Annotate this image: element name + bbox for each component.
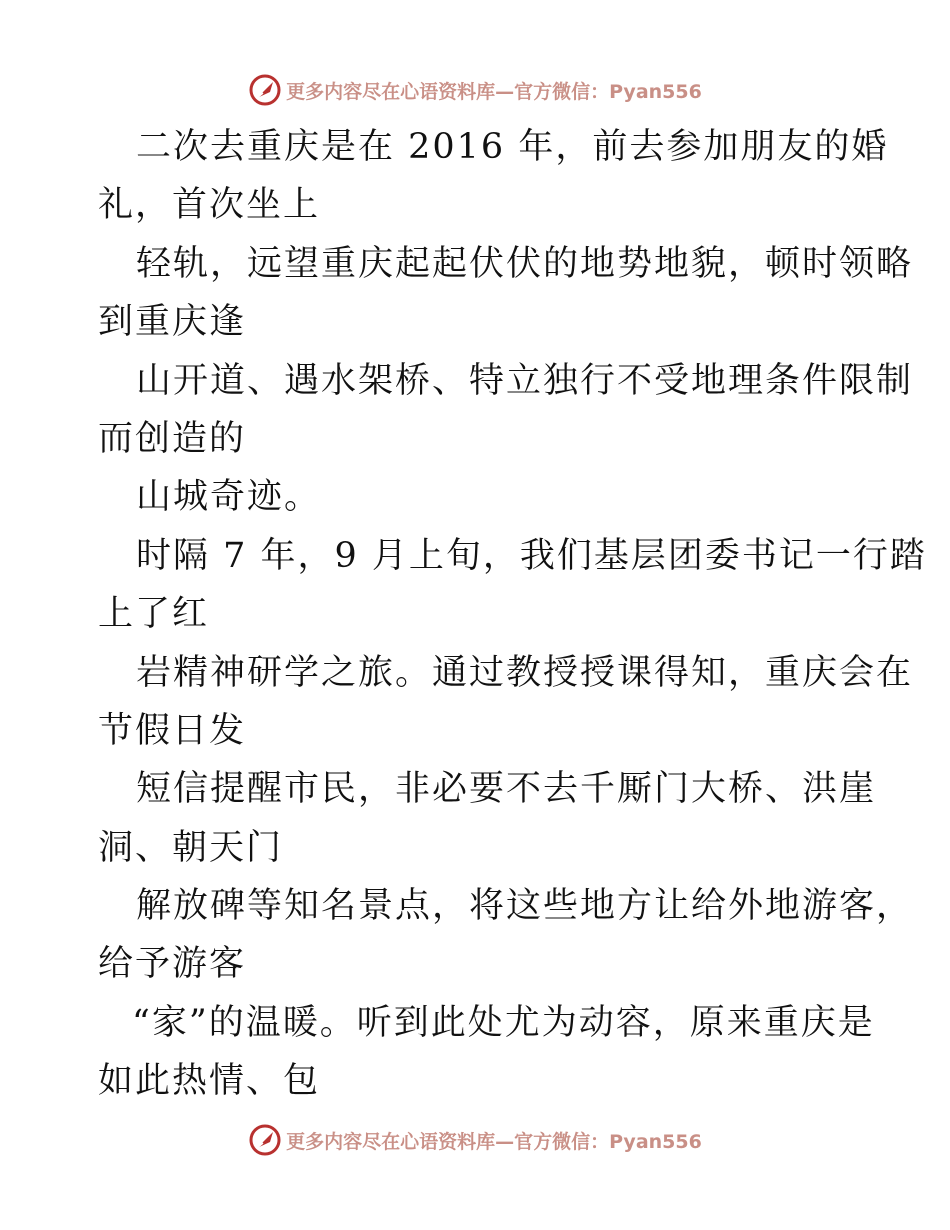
quill-pen-logo-icon: [248, 73, 282, 107]
header-banner-text: 更多内容尽在心语资料库—官方微信：Pyan556: [286, 80, 702, 103]
body-line: 礼，首次坐上: [98, 185, 321, 226]
body-line: 二次去重庆是在 2016 年，前去参加朋友的婚: [136, 127, 889, 167]
body-line: 给予游客: [98, 944, 247, 985]
body-line: 时隔 7 年，9 月上旬，我们基层团委书记一行踏: [136, 535, 927, 576]
body-line: 短信提醒市民，非必要不去千厮门大桥、洪崖: [136, 769, 877, 810]
body-line: 上了红: [98, 594, 210, 635]
body-line: 解放碑等知名景点，将这些地方让给外地游客，: [136, 886, 914, 927]
footer-banner: [0, 1120, 950, 1160]
body-line: 山开道、遇水架桥、特立独行不受地理条件限制: [136, 360, 914, 401]
footer-banner-text: 更多内容尽在心语资料库—官方微信：Pyan556: [286, 1130, 702, 1153]
header-banner: [0, 70, 950, 110]
document-body: [98, 118, 927, 1111]
body-line: 到重庆逢: [98, 302, 247, 343]
quill-pen-logo-icon: [248, 1123, 282, 1157]
body-line: 如此热情、包: [98, 1061, 321, 1102]
body-line: 轻轨，远望重庆起起伏伏的地势地貌，顿时领略: [136, 243, 914, 284]
body-line: 岩精神研学之旅。通过教授授课得知，重庆会在: [136, 652, 914, 693]
body-line: 洞、朝天门: [98, 827, 284, 868]
body-line: 节假日发: [98, 710, 247, 751]
body-line: 山城奇迹。: [136, 477, 322, 518]
body-line: “家”的温暖。听到此处尤为动容，原来重庆是: [132, 1002, 875, 1043]
body-line: 而创造的: [98, 418, 247, 459]
